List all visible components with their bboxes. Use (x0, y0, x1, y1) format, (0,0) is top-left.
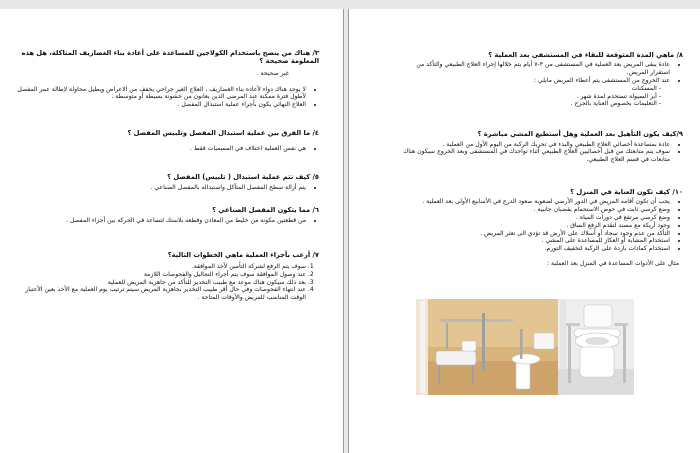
list-item: • عند الخروج من المستشفى يتم أعطاء المريض مايلي : (403, 77, 670, 85)
list-item: • يتم أزالة سطح المفصل المتآكل واستبداله بالمفصل الصناعي . (14, 184, 306, 192)
assistive-tools-note: مثال على الأدوات المساعدة في المنزل بعد العملية : (547, 259, 679, 267)
right-column (403, 51, 683, 283)
left-page (0, 9, 343, 453)
question-5 (14, 173, 319, 191)
question-7 (14, 251, 319, 302)
list-item: • عادة بمساعدة أخصائي العلاج الطبيعي والبدء في تحريك الركبة من اليوم الأول من العملية . (403, 141, 670, 149)
list-item: • وجود أريكة مع مسند لتقدم الرفع الساق . (403, 222, 670, 230)
question-9 (403, 130, 683, 164)
list-item: • استخدام كمادات باردة على الركبة لتخفيف التورم. (403, 245, 670, 253)
sub-item: - المسكنات (403, 85, 661, 93)
list-item: • لا يوجد هناك دواء لأعاده بناء الغضاريف ، العلاج الغير جراحي يخفف من الاعراض ويطيل محاولة لإطالة عمر المفصل لأطول فترة ممكنة عند المرضى الذين يعانون من خشونة بسيطة أو متوسطة . (14, 86, 306, 102)
question-heading: ٦/ مما يتكون المفصل الصناعي ؟ (212, 206, 319, 215)
list-item: 2. عند وصول الموافقة سوف يتم أجراء التحاليل والفحوصات اللازمة (14, 271, 306, 279)
question-6 (14, 206, 319, 224)
question-heading: ١٠/ كيف تكون العناية في المنزل ؟ (570, 187, 683, 196)
question-8 (403, 51, 683, 108)
list-item: • التأكد من عدم وجود سجاد أو أسلاك على الأرض قد تؤدي الى تعثر المريض . (403, 230, 670, 238)
list-item: • وضع كرسي ثابت في حوض الاستحمام بقضبان جانبية . (403, 206, 670, 214)
left-column (14, 49, 319, 317)
question-heading: ٧/ أرغب بأجراء العملية ماهي الخطوات التالية؟ (167, 250, 319, 259)
list-item: • استخدام المشاية أو العكاز للمساعدة على المشي . (403, 237, 670, 245)
list-item: • عادة يبقى المريض بعد العملية في المستشفى من ٣-٧ أيام يتم خلالها إجراء العلاج الطبيعي والتأكد من استقرار المريض. (403, 61, 670, 77)
list-item: • العلاج النهائي يكون بأجراء عملية استبدال المفصل . (14, 101, 306, 109)
list-item: 1. سوف يتم الرفع لشركة التأمين لأخذ الموافقة. (14, 263, 306, 271)
question-10 (403, 188, 683, 268)
question-heading: ٤/ ما الفرق بين عملية استبدال المفصل وتلبيس المفصل ؟ (127, 129, 319, 137)
list-item: 3. بعد ذلك سيكون هناك موعد مع طبيب التخدير للتأكد من جاهزية المريض للعملية (14, 279, 306, 287)
list-item: • من قطعتين مكونة من خليط من المعادن وقطعه بلاستك لتساعد في الحركة بين أجزاء المفصل . (14, 217, 306, 225)
question-3 (14, 49, 319, 109)
question-4 (14, 129, 319, 153)
list-item: • هي نفس العملية اختلاف في المسميات فقط . (14, 145, 306, 153)
list-item: • سوف يتم متابعتك من قبل أخصائيين العلاج الطبيعي أثناء تواجدك في المستشفى وبعد الخروج سيكون هناك متابعات في قسم العلاج الطبيعي. (403, 148, 670, 164)
list-item: 4. عند انتهاء الفحوصات وفي حال أقر طبيب التخدير بجاهزية المريض سيتم ترتيب يوم العملية مع الأخذ بعين الأعتبار الوقت المناسب للمريض والأوقات المتاحة . (14, 286, 306, 302)
question-heading: ٣/ هناك من ينصح باستخدام الكولاجين للمساعدة على أعادة بناء الغضاريف المتاكلة، هل هذه المعلومة صحيحة ؟ (21, 49, 319, 66)
question-heading: ٩/كيف يكون التأهيل بعد العملية وهل أستطيع المشي مباشرة ؟ (477, 130, 683, 139)
list-item: • يجب أن تكون أقامه المريض في الدور الأرضي لصعوبة صعود الدرج في الأسابيع الأولى بعد العملية . (403, 198, 670, 206)
sub-item: - التعليمات بخصوص العناية بالجرح . (403, 100, 661, 108)
answer-intro: غير صحيحة . (256, 69, 289, 77)
sub-item: - أبر السيولة تستخدم لمدة شهر . (403, 93, 661, 101)
right-page (349, 9, 700, 453)
question-heading: ٥/ كيف تتم عملية استبدال ( تلبيس) المفصل ؟ (167, 173, 319, 182)
question-heading: ٨/ ماهي المدة المتوقعة للبقاء في المستشفى بعد العملية ؟ (488, 51, 683, 59)
assistive-tools-photo (416, 299, 634, 395)
list-item: • وضع كرسي مرتفع في دورات المياه . (403, 214, 670, 222)
